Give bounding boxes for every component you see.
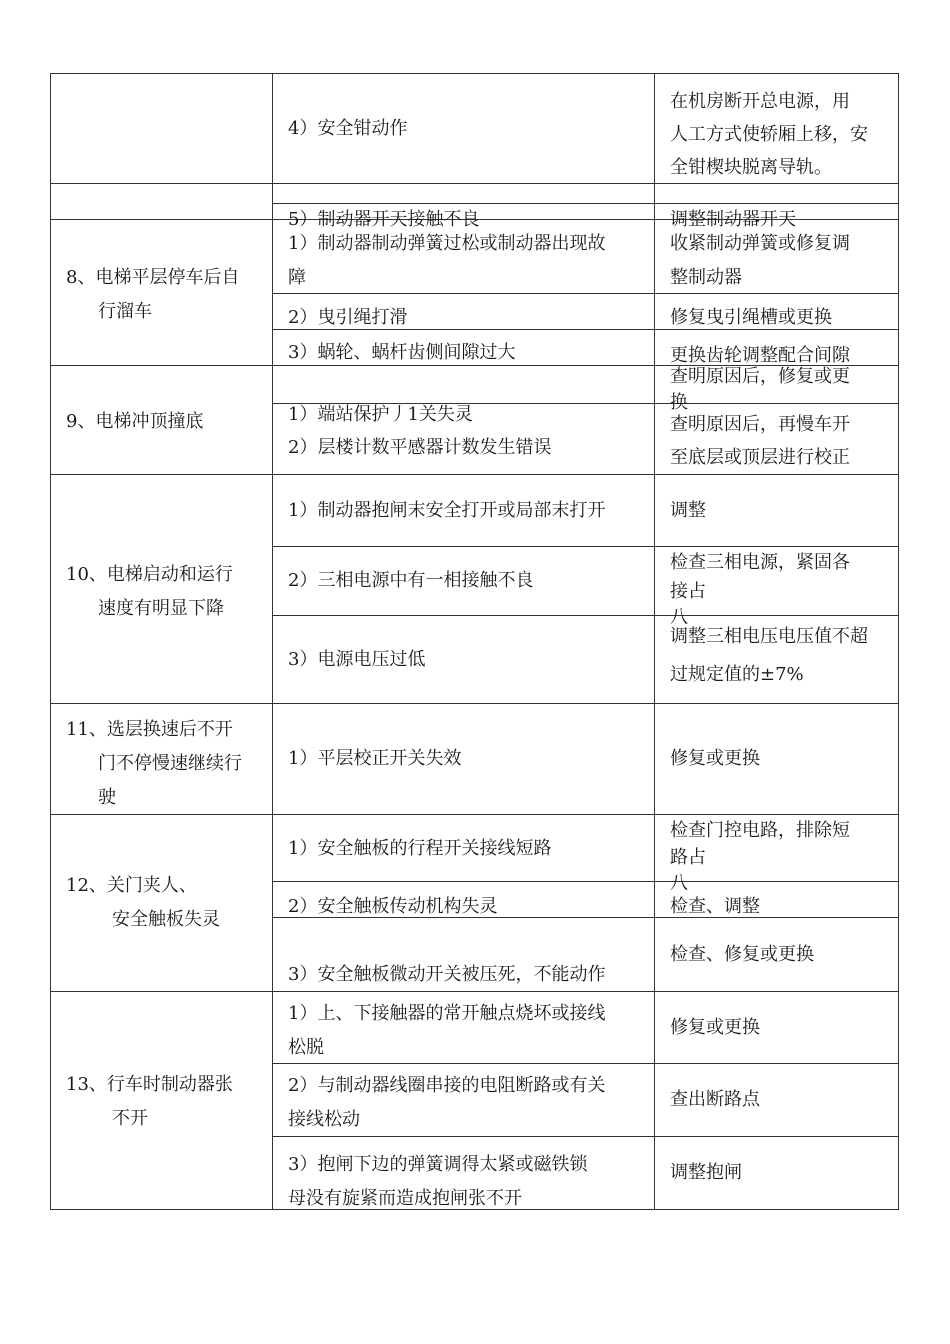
remedy-text: 检查门控电路，排除短: [670, 820, 850, 841]
row-divider: [272, 293, 899, 294]
fault-title: 10、电梯启动和运行: [66, 564, 233, 585]
remedy-text: 检查三相电源，紧固各: [670, 552, 850, 573]
cause-text: 1）制动器抱闸末安全打开或局部末打开: [288, 500, 606, 521]
fault-title: 行溜车: [98, 301, 152, 322]
remedy-text: 过规定值的±7%: [670, 664, 804, 685]
cause-text: 2）与制动器线圈串接的电阻断路或有关: [288, 1075, 606, 1096]
clipped-cell: [670, 204, 895, 230]
cause-text: 1）平层校正开关失效: [288, 748, 462, 769]
remedy-text: 更换齿轮调整配合间隙: [670, 345, 850, 366]
remedy-text: 调整三相电压电压值不超: [670, 626, 868, 647]
clipped-cell: [670, 366, 898, 413]
fault-title: 不开: [112, 1108, 148, 1129]
remedy-text: 接占: [670, 581, 706, 602]
cause-text: 2）层楼计数平感器计数发生错误: [288, 437, 552, 458]
remedy-text: 换: [670, 392, 688, 413]
cause-text: 2）安全触板传动机构失灵: [288, 896, 498, 917]
cause-text: 1）制动器制动弹簧过松或制动器出现故: [288, 233, 606, 254]
remedy-text: 路占: [670, 847, 706, 868]
remedy-text: 八: [670, 873, 688, 894]
row-divider: [272, 1136, 899, 1137]
cause-text: 1）端站保护丿1关失灵: [288, 404, 473, 425]
cause-text: 障: [288, 267, 306, 288]
cause-text: 3）蜗轮、蜗杆齿侧间隙过大: [288, 342, 516, 363]
column-divider-1: [272, 73, 273, 1210]
cause-text: 3）抱闸下边的弹簧调得太紧或磁铁锁: [288, 1154, 588, 1175]
remedy-text: 检查、修复或更换: [670, 944, 814, 965]
table-right-border: [898, 73, 899, 1210]
table-left-border: [50, 73, 51, 1210]
cause-text: 接线松动: [288, 1109, 360, 1130]
cause-text: 1）上、下接触器的常开触点烧坏或接线: [288, 1003, 606, 1024]
fault-title: 安全触板失灵: [112, 909, 220, 930]
remedy-text: 八: [670, 607, 688, 628]
cause-text: 松脱: [288, 1037, 324, 1058]
remedy-text: 在机房断开总电源，用: [670, 91, 850, 112]
clipped-cell: [288, 204, 648, 230]
fault-title: 13、行车时制动器张: [66, 1074, 233, 1095]
remedy-text: 修复或更换: [670, 1017, 760, 1038]
remedy-text: 至底层或顶层进行校正: [670, 447, 850, 468]
cause-text: 5）制动器开天接触不良: [288, 209, 480, 230]
row-divider: [272, 1063, 899, 1064]
fault-title: 9、电梯冲顶撞底: [66, 411, 204, 432]
cause-text: 2）曳引绳打滑: [288, 307, 408, 328]
remedy-text: 收紧制动弹簧或修复调: [670, 233, 850, 254]
remedy-text: 调整: [670, 500, 706, 521]
row-divider: [272, 881, 899, 882]
remedy-text: 调整制动器开天: [670, 209, 796, 230]
clipped-cell: [670, 547, 898, 628]
remedy-text: 全钳楔块脱离导轨。: [670, 157, 832, 178]
remedy-text: 查明原因后，修复或更: [670, 366, 850, 387]
table-top-border: [50, 73, 899, 74]
remedy-text: 人工方式使轿厢上移，安: [670, 124, 868, 145]
remedy-text: 修复或更换: [670, 748, 760, 769]
fault-title: 速度有明显下降: [98, 598, 224, 619]
column-divider-2: [654, 73, 655, 1210]
row-divider: [272, 615, 899, 616]
remedy-text: 调整抱闸: [670, 1162, 742, 1183]
cause-text: 1）安全触板的行程开关接线短路: [288, 838, 552, 859]
fault-title: 驶: [98, 787, 116, 808]
cause-text: 4）安全钳动作: [288, 118, 408, 139]
cause-text: 3）电源电压过低: [288, 649, 426, 670]
fault-title: 门不停慢速继续行: [98, 753, 242, 774]
fault-title: 11、选层换速后不开: [66, 719, 233, 740]
remedy-text: 整制动器: [670, 267, 742, 288]
clipped-cell: [670, 815, 898, 894]
fault-title: 8、电梯平层停车后自: [66, 267, 240, 288]
cause-text: 3）安全触板微动开关被压死，不能动作: [288, 964, 606, 985]
fault-title: 12、关门夹人、: [66, 875, 197, 896]
group-divider: [50, 703, 899, 704]
remedy-text: 查明原因后，再慢车开: [670, 414, 850, 435]
cause-text: 2）三相电源中有一相接触不良: [288, 570, 534, 591]
remedy-text: 修复曳引绳槽或更换: [670, 307, 832, 328]
remedy-text: 查出断路点: [670, 1089, 760, 1110]
cause-text: 母没有旋紧而造成抱闸张不开: [288, 1188, 522, 1209]
remedy-text: 检查、调整: [670, 896, 760, 917]
